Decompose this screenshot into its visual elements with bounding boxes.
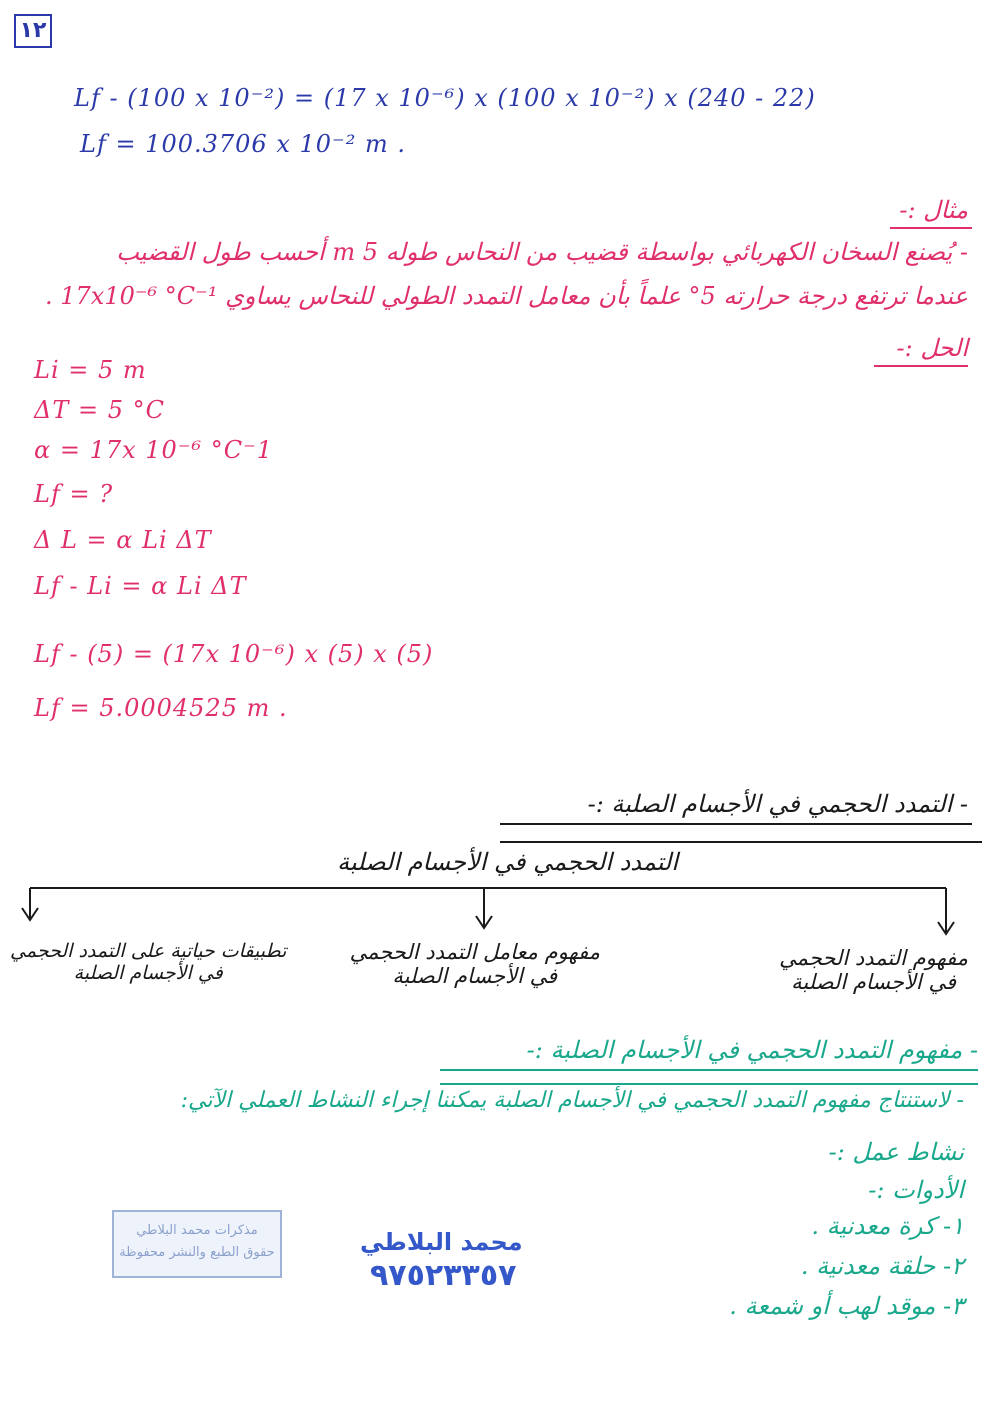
branch-coefficient-line-1: مفهوم معامل التمدد الحجمي: [349, 940, 600, 964]
section-title: - التمدد الحجمي في الأجسام الصلبة :-: [587, 790, 968, 818]
solution-step-4: Lf = ?: [34, 480, 114, 508]
stamp-line-1: مذكرات محمد البلاطي: [136, 1223, 258, 1238]
tool-item-2: ٢- حلقة معدنية .: [800, 1252, 964, 1280]
example-line-2: [45, 282, 968, 310]
page-number: ١٢: [14, 14, 52, 48]
solution-step-1: Li = 5 m: [34, 356, 147, 384]
solution-equation-1: Lf - (100 x 10⁻²) = (17 x 10⁻⁶) x (100 x 10⁻²) x (240 - 22): [74, 84, 816, 112]
tool-item-1: ١- كرة معدنية .: [811, 1212, 964, 1240]
solution-equation-2: Lf = 100.3706 x 10⁻² m .: [80, 130, 406, 158]
copyright-stamp: [112, 1210, 282, 1278]
branch-applications-line-2: في الأجسام الصلبة: [73, 962, 223, 984]
solution-step-8: Lf = 5.0004525 m .: [34, 694, 288, 722]
concept-intro: - لاستنتاج مفهوم التمدد الحجمي في الأجسام الصلبة يمكننا إجراء النشاط العملي الآتي:: [180, 1088, 964, 1113]
example-heading: مثال :-: [899, 196, 968, 224]
stamp-line-2: حقوق الطبع والنشر محفوظة: [119, 1245, 275, 1260]
solution-step-2: ΔT = 5 °C: [34, 396, 165, 424]
tools-heading: الأدوات :-: [868, 1176, 964, 1204]
activity-heading: نشاط عمل :-: [828, 1138, 964, 1166]
solution-heading: الحل :-: [896, 334, 968, 362]
solution-step-5: Δ L = α Li ΔT: [34, 526, 212, 554]
tree-branch-concept: [779, 946, 968, 994]
tree-branch-coefficient: [350, 940, 600, 988]
tree-root: التمدد الحجمي في الأجسام الصلبة: [337, 848, 678, 876]
tool-item-3: ٣- موقد لهب أو شمعة .: [729, 1292, 964, 1320]
branch-concept-line-1: مفهوم التمدد الحجمي: [779, 946, 968, 970]
branch-concept-line-2: في الأجسام الصلبة: [791, 970, 956, 994]
branch-applications-line-1: تطبيقات حياتية على التمدد الحجمي: [10, 940, 287, 962]
branch-coefficient-line-2: في الأجسام الصلبة: [392, 964, 558, 988]
author-name: محمد البلاطي: [360, 1228, 523, 1256]
solution-step-3: α = 17x 10⁻⁶ °C⁻1: [34, 436, 274, 464]
solution-step-6: Lf - Li = α Li ΔT: [34, 572, 247, 600]
example-line-2-value: 17x10⁻⁶ °C⁻¹ .: [44, 282, 218, 310]
solution-step-7: Lf - (5) = (17x 10⁻⁶) x (5) x (5): [34, 640, 434, 668]
author-phone: ٩٧٥٢٣٣٥٧: [370, 1258, 517, 1293]
tree-branch-applications: [10, 940, 286, 984]
example-line-1: [116, 238, 968, 266]
example-line-1-text: - يُصنع السخان الكهربائي بواسطة قضيب من النحاس طوله: [385, 238, 968, 266]
concept-title: - مفهوم التمدد الحجمي في الأجسام الصلبة :-: [526, 1036, 978, 1064]
example-line-1-tail: أحسب طول القضيب: [116, 238, 325, 266]
example-line-2-text: عندما ترتفع درجة حرارته 5° علماً بأن معامل التمدد الطولي للنحاس يساوي: [225, 282, 968, 310]
example-line-1-value: 5 m: [332, 238, 379, 266]
